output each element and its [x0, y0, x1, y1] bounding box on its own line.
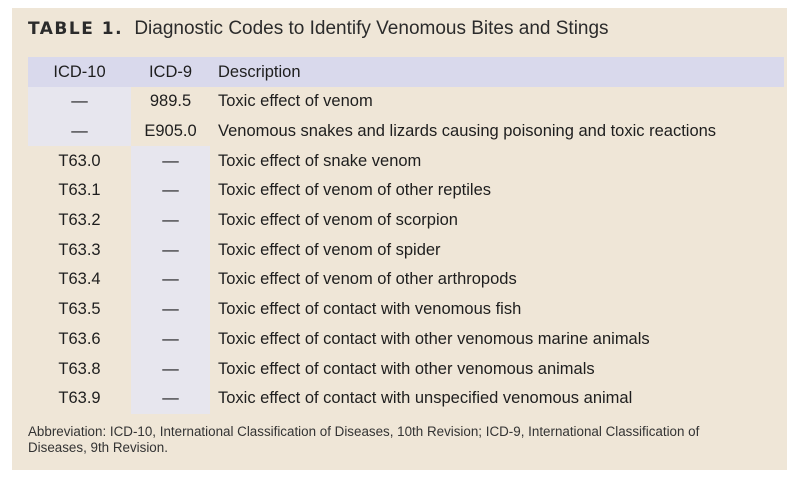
table-row	[28, 176, 784, 206]
cell-icd9: —	[131, 206, 210, 236]
cell-description: Toxic effect of snake venom	[218, 151, 422, 170]
abbreviation-footnote: Abbreviation: ICD-10, International Classification of Diseases, 10th Revision; ICD-9, International Classification of Diseases, 9th Revision.	[28, 424, 700, 455]
cell-icd10: T63.8	[58, 359, 101, 378]
table-number: TABLE 1.	[28, 19, 124, 39]
cell-icd10: T63.0	[58, 151, 101, 170]
table-row	[28, 325, 784, 355]
table-row	[28, 87, 784, 117]
cell-icd9: —	[131, 384, 210, 414]
cell-icd10: T63.2	[58, 211, 101, 230]
cell-icd9: —	[131, 235, 210, 265]
table-row	[28, 235, 784, 265]
cell-description: Toxic effect of venom of scorpion	[218, 211, 458, 230]
cell-icd10: —	[28, 117, 131, 147]
cell-icd10: T63.4	[58, 270, 101, 289]
diagnostic-codes-table	[28, 57, 784, 414]
header-description: Description	[210, 57, 784, 87]
table-row	[28, 265, 784, 295]
cell-icd10: T63.6	[58, 329, 101, 348]
table-row	[28, 146, 784, 176]
cell-icd9: —	[131, 265, 210, 295]
table-caption: Diagnostic Codes to Identify Venomous Bites and Stings	[134, 18, 609, 39]
header-icd9: ICD-9	[131, 57, 210, 87]
cell-description: Venomous snakes and lizards causing poisoning and toxic reactions	[218, 122, 717, 141]
table-panel	[12, 8, 787, 470]
cell-icd9: —	[131, 146, 210, 176]
cell-icd10: T63.9	[58, 389, 101, 408]
table-row	[28, 384, 784, 414]
cell-description: Toxic effect of contact with other venomous animals	[218, 359, 595, 378]
table-header	[28, 57, 784, 87]
cell-description: Toxic effect of contact with venomous fish	[218, 300, 522, 319]
cell-icd9: 989.5	[149, 92, 192, 111]
cell-icd10: T63.3	[58, 240, 101, 259]
cell-description: Toxic effect of contact with unspecified venomous animal	[218, 389, 633, 408]
cell-icd9: E905.0	[144, 122, 197, 141]
cell-description: Toxic effect of venom of other arthropods	[218, 270, 517, 289]
cell-description: Toxic effect of contact with other venomous marine animals	[218, 329, 650, 348]
table-title	[28, 18, 609, 40]
cell-icd9: —	[131, 176, 210, 206]
cell-description: Toxic effect of venom of spider	[218, 240, 441, 259]
header-row	[28, 57, 784, 87]
cell-icd10: T63.5	[58, 300, 101, 319]
cell-description: Toxic effect of venom of other reptiles	[218, 181, 491, 200]
table-row	[28, 354, 784, 384]
cell-icd9: —	[131, 325, 210, 355]
table-row	[28, 117, 784, 147]
cell-description: Toxic effect of venom	[218, 92, 373, 111]
table-body	[28, 87, 784, 414]
cell-icd9: —	[131, 295, 210, 325]
cell-icd9: —	[131, 354, 210, 384]
header-icd10: ICD-10	[28, 57, 131, 87]
cell-icd10: T63.1	[58, 181, 101, 200]
table-row	[28, 206, 784, 236]
cell-icd10: —	[28, 87, 131, 117]
table-row	[28, 295, 784, 325]
